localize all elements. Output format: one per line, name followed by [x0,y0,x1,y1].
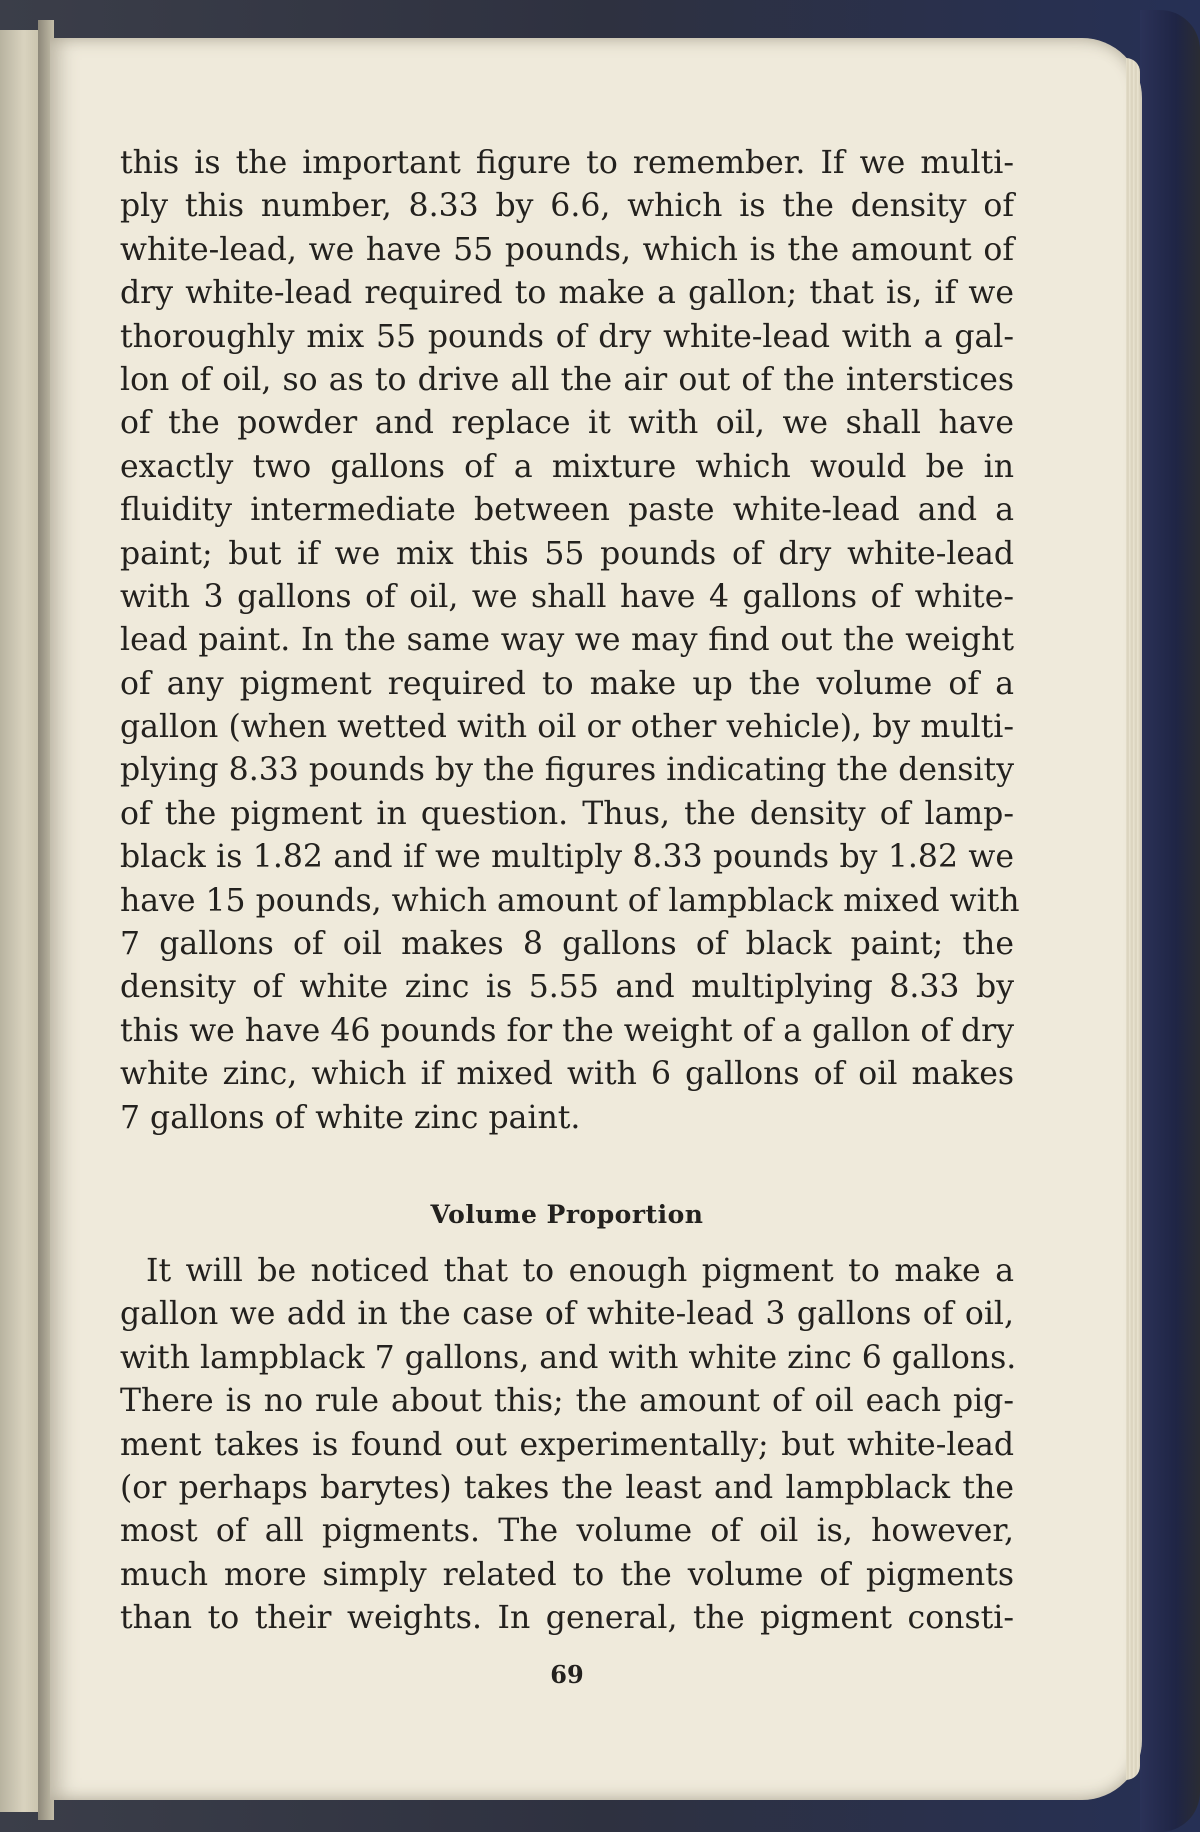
text-line: black is 1.82 and if we multiply 8.33 pounds by 1.82 we [120,839,1014,876]
text-line: 7 gallons of white zinc paint. [120,1099,581,1136]
text-line: gallon we add in the case of white-lead 3 gallons of oil, [120,1296,1014,1333]
text-line: dry white-lead required to make a gallon; that is, if we [120,275,1014,312]
text-line: of the powder and replace it with oil, we shall have [120,405,1014,442]
text-line: white zinc, which if mixed with 6 gallons of oil makes [120,1056,1014,1093]
text-line: most of all pigments. The volume of oil is, however, [120,1513,1014,1550]
text-line: density of white zinc is 5.55 and multiplying 8.33 by [120,969,1014,1006]
text-line: ment takes is found out experimentally; but white-lead [120,1426,1014,1463]
page-stack-edge [1126,58,1140,1780]
text-line: ply this number, 8.33 by 6.6, which is the density of [120,188,1014,225]
book-cover-edge [1140,10,1200,1832]
text-line: with lampblack 7 gallons, and with white zinc 6 gallons. [120,1339,1017,1376]
text-line: plying 8.33 pounds by the figures indicating the density [120,752,1014,789]
text-line: thoroughly mix 55 pounds of dry white-lead with a gal- [120,318,1014,355]
text-line: gallon (when wetted with oil or other vehicle), by multi- [120,709,1014,746]
text-line: lead paint. In the same way we may find out the weight [120,622,1014,659]
text-line: white-lead, we have 55 pounds, which is the amount of [120,231,1014,268]
text-line: with 3 gallons of oil, we shall have 4 gallons of white- [120,578,1014,615]
text-line: than to their weights. In general, the pigment consti- [120,1600,1014,1637]
section-heading: Volume Proportion [430,1200,704,1229]
text-line: paint; but if we mix this 55 pounds of dry white-lead [120,535,1014,572]
body-paragraph-2 [120,1250,1017,1641]
text-line: (or perhaps barytes) takes the least and lampblack the [120,1469,1014,1506]
text-line: this we have 46 pounds for the weight of a gallon of dry [120,1012,1015,1049]
text-line: exactly two gallons of a mixture which would be in [120,448,1014,485]
text-line: this is the important figure to remember. If we multi- [120,145,1014,181]
text-line: have 15 pounds, which amount of lampblack mixed with [120,882,1020,919]
text-line: There is no rule about this; the amount of oil each pig- [120,1383,1014,1420]
text-line: 7 gallons of oil makes 8 gallons of black paint; the [120,926,1014,963]
text-line: lon of oil, so as to drive all the air out of the interstices [120,361,1014,398]
body-paragraph-1 [120,142,1020,1140]
text-line: of the pigment in question. Thus, the density of lamp- [120,795,1014,832]
facing-page-edge [0,30,40,1812]
text-line: of any pigment required to make up the volume of a [120,665,1014,702]
text-line: much more simply related to the volume of pigments [120,1556,1014,1593]
page-number: 69 [550,1660,584,1689]
text-line: fluidity intermediate between paste white-lead and a [120,492,1014,529]
text-line: It will be noticed that to enough pigment to make a [146,1253,1014,1289]
